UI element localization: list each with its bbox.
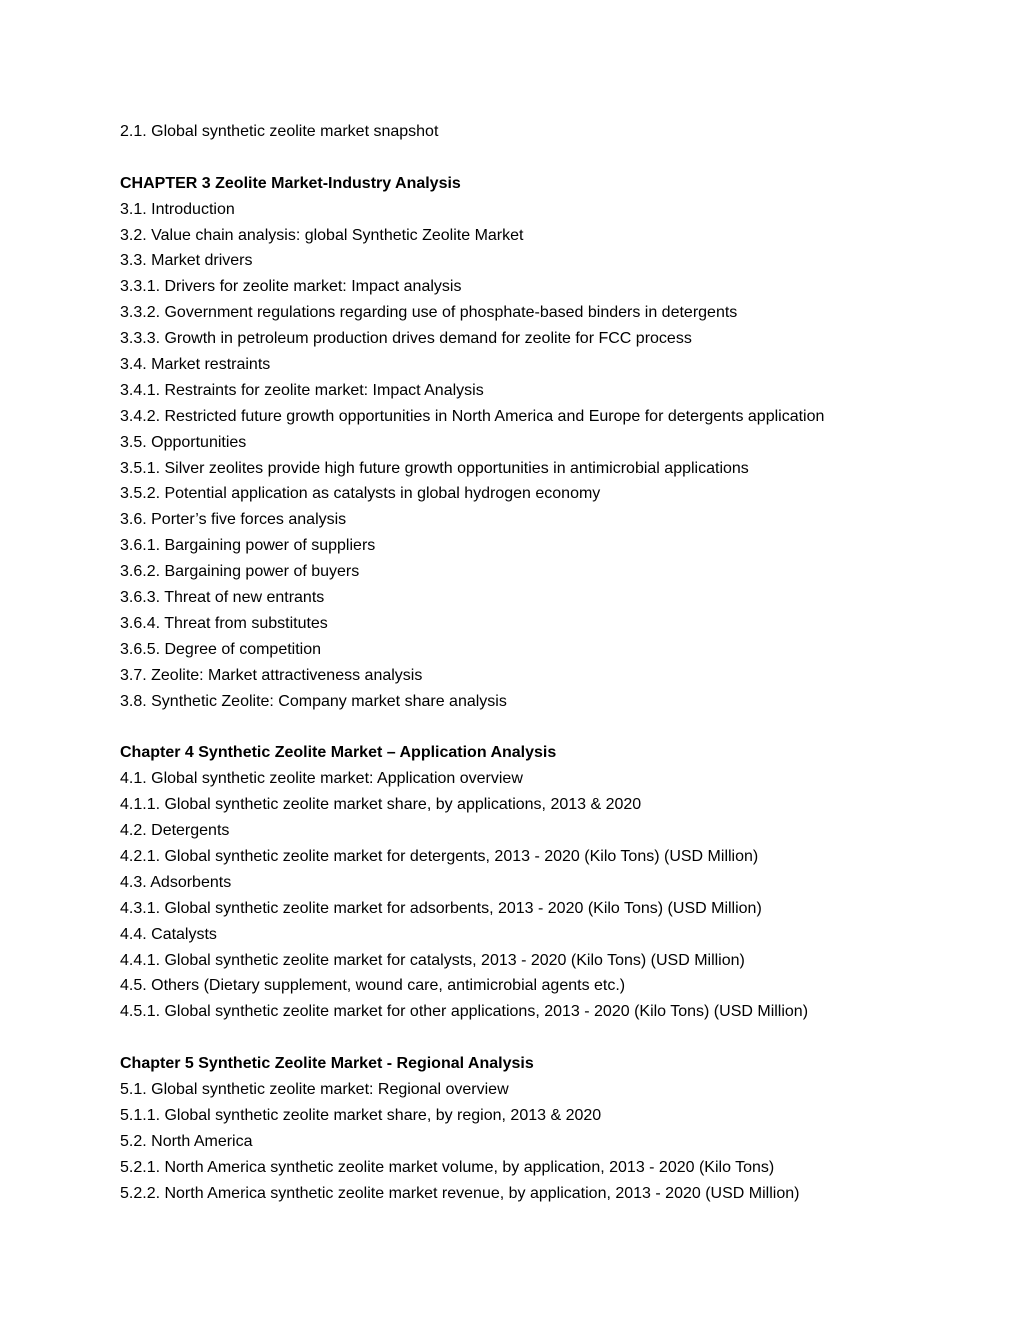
toc-entry: 3.3.3. Growth in petroleum production drives demand for zeolite for FCC process [120, 330, 692, 348]
toc-entry: 5.2.2. North America synthetic zeolite market revenue, by application, 2013 - 2020 (USD Million) [120, 1184, 800, 1202]
toc-entry: 4.3.1. Global synthetic zeolite market for adsorbents, 2013 - 2020 (Kilo Tons) (USD Million) [120, 899, 762, 917]
toc-entry: 3.5.1. Silver zeolites provide high future growth opportunities in antimicrobial applications [120, 459, 749, 477]
toc-entry: 3.8. Synthetic Zeolite: Company market share analysis [120, 692, 507, 710]
toc-entry: 3.3. Market drivers [120, 252, 253, 270]
toc-entry: 4.4. Catalysts [120, 925, 217, 943]
chapter-5-heading: Chapter 5 Synthetic Zeolite Market - Regional Analysis [120, 1055, 534, 1073]
toc-entry: 4.4.1. Global synthetic zeolite market for catalysts, 2013 - 2020 (Kilo Tons) (USD Million) [120, 951, 745, 969]
toc-entry: 4.3. Adsorbents [120, 873, 232, 891]
toc-entry: 4.2. Detergents [120, 822, 230, 840]
chapter-4-heading: Chapter 4 Synthetic Zeolite Market – Application Analysis [120, 744, 557, 762]
toc-entry: 4.5.1. Global synthetic zeolite market for other applications, 2013 - 2020 (Kilo Tons) (USD Million) [120, 1003, 809, 1021]
toc-entry: 3.6.3. Threat of new entrants [120, 589, 325, 607]
section-spacer [120, 714, 1000, 740]
toc-entry-2-1: 2.1. Global synthetic zeolite market snapshot [120, 123, 439, 140]
chapter-3-section [120, 171, 1000, 715]
toc-entry: 5.1.1. Global synthetic zeolite market share, by region, 2013 & 2020 [120, 1106, 602, 1124]
toc-entry: 4.5. Others (Dietary supplement, wound care, antimicrobial agents etc.) [120, 977, 626, 995]
toc-entry: 3.4.1. Restraints for zeolite market: Impact Analysis [120, 381, 484, 399]
toc-entry: 3.1. Introduction [120, 200, 235, 218]
section-spacer [120, 145, 1000, 171]
toc-entry: 3.2. Value chain analysis: global Synthetic Zeolite Market [120, 226, 524, 244]
toc-entry: 4.2.1. Global synthetic zeolite market for detergents, 2013 - 2020 (Kilo Tons) (USD Million) [120, 847, 759, 865]
toc-entry: 4.1. Global synthetic zeolite market: Application overview [120, 770, 523, 788]
toc-entry: 5.1. Global synthetic zeolite market: Regional overview [120, 1080, 509, 1098]
toc-entry: 3.5.2. Potential application as catalysts in global hydrogen economy [120, 485, 601, 503]
section-spacer [120, 1025, 1000, 1051]
toc-entry: 3.6.2. Bargaining power of buyers [120, 563, 360, 581]
chapter-3-heading: CHAPTER 3 Zeolite Market-Industry Analysis [120, 174, 461, 192]
toc-entry: 3.6.1. Bargaining power of suppliers [120, 537, 376, 555]
toc-entry: 3.5. Opportunities [120, 433, 247, 451]
toc-entry: 5.2. North America [120, 1132, 253, 1150]
toc-entry: 4.1.1. Global synthetic zeolite market share, by applications, 2013 & 2020 [120, 796, 642, 814]
chapter-4-section [120, 740, 1000, 1025]
toc-entry: 3.3.2. Government regulations regarding use of phosphate-based binders in detergents [120, 304, 738, 322]
toc-entry: 3.4.2. Restricted future growth opportunities in North America and Europe for detergents application [120, 407, 825, 425]
document-page [120, 119, 1000, 1206]
chapter-5-section [120, 1051, 1000, 1206]
toc-entry: 5.2.1. North America synthetic zeolite market volume, by application, 2013 - 2020 (Kilo Tons) [120, 1158, 775, 1176]
toc-entry: 3.7. Zeolite: Market attractiveness analysis [120, 666, 423, 684]
toc-entry: 3.3.1. Drivers for zeolite market: Impact analysis [120, 278, 462, 296]
toc-entry: 3.6.5. Degree of competition [120, 640, 322, 658]
toc-entry: 3.4. Market restraints [120, 356, 271, 374]
toc-entry: 3.6. Porter’s five forces analysis [120, 511, 347, 529]
toc-entry: 3.6.4. Threat from substitutes [120, 614, 328, 632]
